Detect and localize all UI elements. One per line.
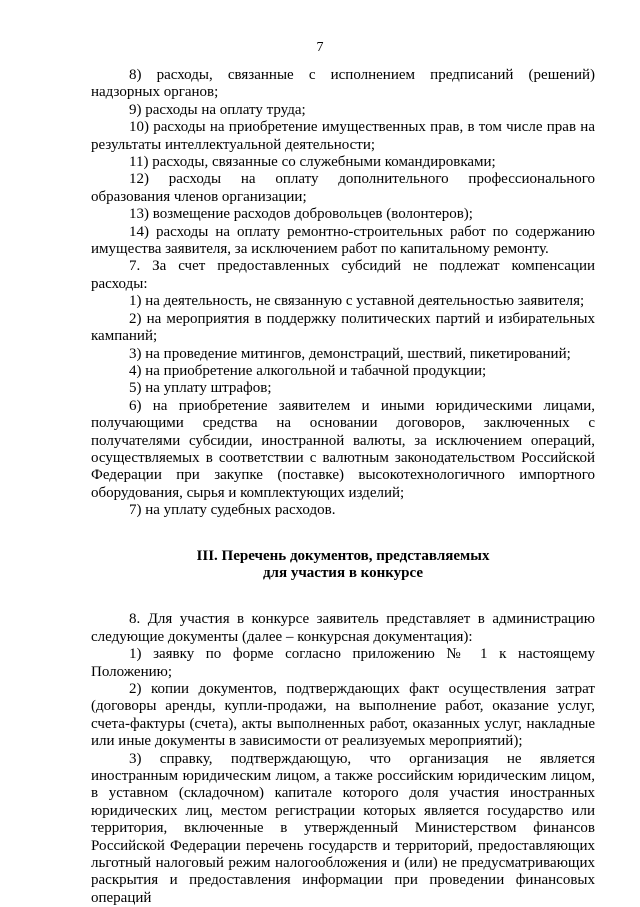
section-heading-line-1: III. Перечень документов, представляемых — [196, 547, 490, 564]
paragraph-clause-7-item-6: 6) на приобретение заявителем и иными юридическими лицами, получающими средства на основании договоров, заключенных с получателями субсидии, иностранной валюты, за исключением операций, осуществляемых в соответствии с валютным законодательством Российской Федерации при закупке (поставке) высокотехнологичного импортного оборудования, сырья и комплектующих изделий; — [91, 397, 595, 501]
paragraph-clause-8-item-3: 3) справку, подтверждающую, что организация не является иностранным юридическим лицом, а также российским юридическим лицом, в уставном (складочном) капитале которого доля участия иностранных юридических лиц, местом регистрации которых является государство или территория, включенные в утвержденный Министерством финансов Российской Федерации перечень государств и территорий, предоставляющих льготный налоговый режим налогообложения и (или) не предусматривающих раскрытия и предоставления информации при проведении финансовых операций — [91, 750, 595, 906]
section-heading-line-2: для участия в конкурсе — [262, 564, 424, 581]
paragraph-clause-7-item-5: 5) на уплату штрафов; — [129, 380, 272, 397]
page-number: 7 — [316, 40, 324, 55]
paragraph-item-12: 12) расходы на оплату дополнительного профессионального образования членов организации; — [91, 171, 595, 205]
document-body — [91, 67, 595, 907]
paragraph-item-11: 11) расходы, связанные со служебными командировками; — [129, 154, 496, 171]
section-heading — [91, 548, 595, 583]
paragraph-clause-8-item-1: 1) заявку по форме согласно приложению № 1 к настоящему Положению; — [91, 646, 595, 680]
paragraph-clause-8: 8. Для участия в конкурсе заявитель представляет в администрацию следующие документы (далее – конкурсная документация): — [91, 611, 595, 645]
paragraph-clause-7-item-2: 2) на мероприятия в поддержку политических партий и избирательных кампаний; — [91, 310, 595, 345]
paragraph-clause-7-item-7: 7) на уплату судебных расходов. — [129, 502, 336, 519]
paragraph-clause-7-item-4: 4) на приобретение алкогольной и табачной продукции; — [129, 362, 487, 379]
paragraph-clause-8-item-2: 2) копии документов, подтверждающих факт осуществления затрат (договоры аренды, купли-продажи, на выполнение работ, оказание услуг, счета-фактуры (счета), акты выполненных работ, оказанных услуг, накладные или иные документы в зависимости от реализуемых мероприятий); — [91, 681, 595, 750]
paragraph-clause-7: 7. За счет предоставленных субсидий не подлежат компенсации расходы: — [91, 258, 595, 292]
paragraph-item-14: 14) расходы на оплату ремонтно-строительных работ по содержанию имущества заявителя, за исключением работ по капитальному ремонту. — [91, 223, 595, 258]
paragraph-clause-7-item-3: 3) на проведение митингов, демонстраций, шествий, пикетирований; — [129, 345, 571, 362]
paragraph-item-9: 9) расходы на оплату труда; — [129, 101, 306, 118]
paragraph-item-13: 13) возмещение расходов добровольцев (волонтеров); — [129, 206, 473, 223]
paragraph-clause-7-item-1: 1) на деятельность, не связанную с уставной деятельностью заявителя; — [129, 293, 585, 310]
paragraph-item-10: 10) расходы на приобретение имущественных прав, в том числе прав на результаты интеллектуальной деятельности; — [91, 119, 595, 153]
paragraph-item-8: 8) расходы, связанные с исполнением предписаний (решений) надзорных органов; — [91, 67, 595, 101]
